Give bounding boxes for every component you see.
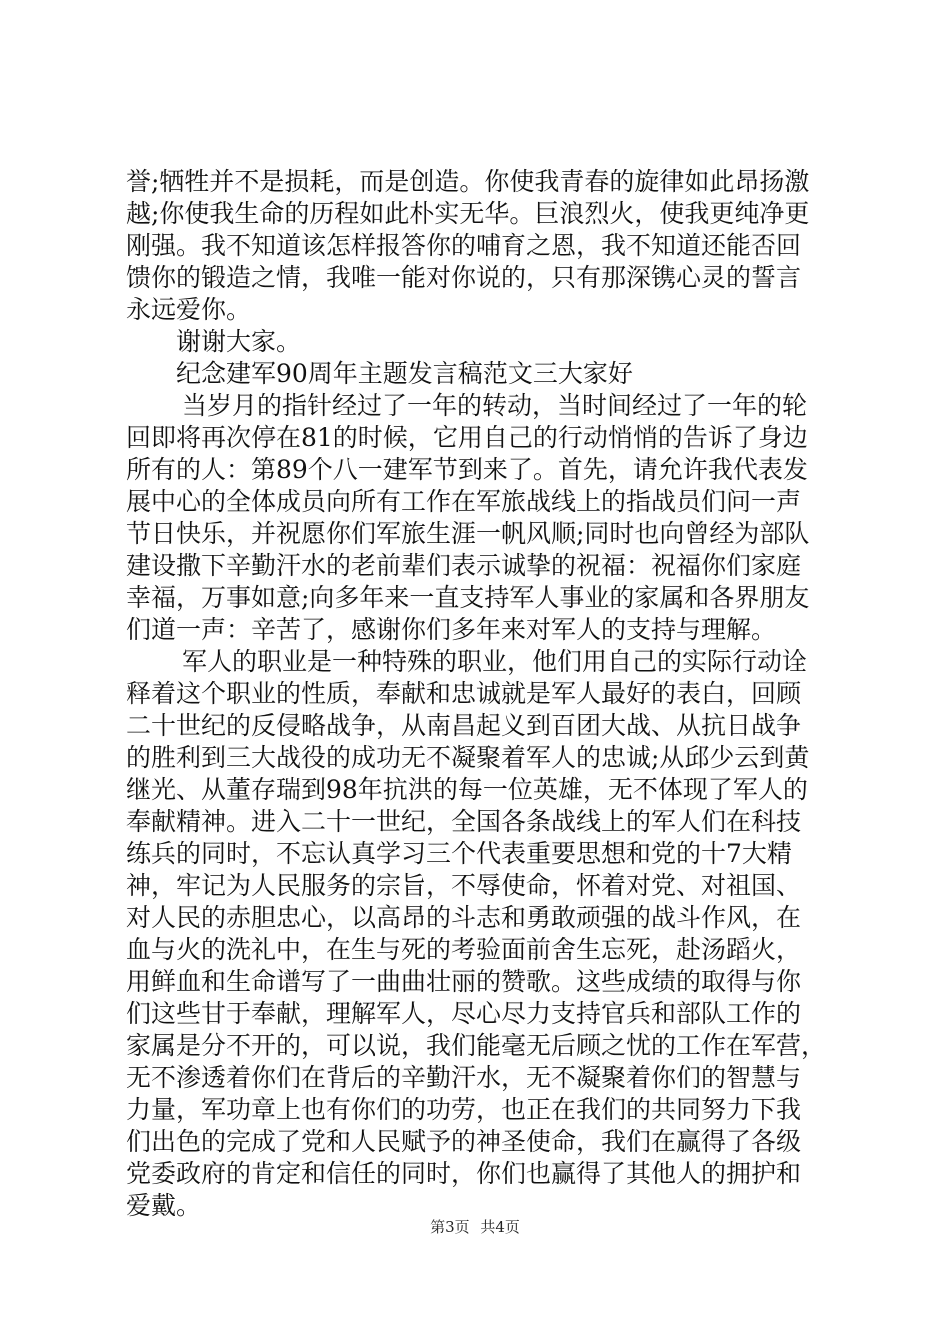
text-line: 们道一声：辛苦了，感谢你们多年来对军人的支持与理解。 [126, 615, 777, 644]
document-body [126, 166, 836, 1222]
page-total: 共4页 [480, 1218, 520, 1236]
text-line: 二十世纪的反侵略战争，从南昌起义到百团大战、从抗日战争 [126, 711, 802, 740]
text-line: 们这些甘于奉献，理解军人，尽心尽力支持官兵和部队工作的 [126, 999, 802, 1028]
text-line: 的胜利到三大战役的成功无不凝聚着军人的忠诚;从邱少云到黄 [126, 743, 810, 772]
page-footer [0, 1217, 950, 1237]
text-line: 越;你使我生命的历程如此朴实无华。巨浪烈火，使我更纯净更 [126, 199, 810, 228]
text-line: 爱戴。 [126, 1191, 202, 1220]
text-line: 党委政府的肯定和信任的同时，你们也赢得了其他人的拥护和 [126, 1159, 802, 1188]
text-line: 所有的人：第89个八一建军节到来了。首先，请允许我代表发 [126, 455, 808, 484]
text-line: 释着这个职业的性质，奉献和忠诚就是军人最好的表白，回顾 [126, 679, 802, 708]
paragraph-start: 军人的职业是一种特殊的职业，他们用自己的实际行动诠 [182, 647, 808, 676]
text-line: 永远爱你。 [126, 295, 252, 324]
section-title: 纪念建军90周年主题发言稿范文三大家好 [176, 359, 633, 388]
text-line: 们出色的完成了党和人民赋予的神圣使命，我们在赢得了各级 [126, 1127, 802, 1156]
text-line: 馈你的锻造之情，我唯一能对你说的，只有那深镌心灵的誓言 [126, 263, 802, 292]
text-line: 家属是分不开的，可以说，我们能毫无后顾之忧的工作在军营， [126, 1031, 827, 1060]
paragraph-start: 当岁月的指针经过了一年的转动，当时间经过了一年的轮 [182, 391, 808, 420]
text-line: 无不渗透着你们在背后的辛勤汗水，无不凝聚着你们的智慧与 [126, 1063, 802, 1092]
text-line: 回即将再次停在81的时候，它用自己的行动悄悄的告诉了身边 [126, 423, 808, 452]
text-line: 继光、从董存瑞到98年抗洪的每一位英雄，无不体现了军人的 [126, 775, 808, 804]
text-line: 建设撒下辛勤汗水的老前辈们表示诚挚的祝福：祝福你们家庭 [126, 551, 802, 580]
page-number: 第3页 [430, 1218, 470, 1236]
text-line: 节日快乐，并祝愿你们军旅生涯一帆风顺;同时也向曾经为部队 [126, 519, 810, 548]
text-line: 练兵的同时，不忘认真学习三个代表重要思想和党的十7大精 [126, 839, 792, 868]
text-line: 用鲜血和生命谱写了一曲曲壮丽的赞歌。这些成绩的取得与你 [126, 967, 802, 996]
text-line: 奉献精神。进入二十一世纪，全国各条战线上的军人们在科技 [126, 807, 802, 836]
text-line: 誉;牺牲并不是损耗，而是创造。你使我青春的旋律如此昂扬激 [126, 167, 810, 196]
text-line: 对人民的赤胆忠心，以高昂的斗志和勇敢顽强的战斗作风，在 [126, 903, 802, 932]
text-line: 力量，军功章上也有你们的功劳，也正在我们的共同努力下我 [126, 1095, 802, 1124]
text-line: 血与火的洗礼中，在生与死的考验面前舍生忘死，赴汤蹈火， [126, 935, 802, 964]
text-line: 谢谢大家。 [176, 327, 302, 356]
text-line: 展中心的全体成员向所有工作在军旅战线上的指战员们问一声 [126, 487, 802, 516]
text-line: 刚强。我不知道该怎样报答你的哺育之恩，我不知道还能否回 [126, 231, 802, 260]
text-line: 神，牢记为人民服务的宗旨，不辱使命，怀着对党、对祖国、 [126, 871, 802, 900]
text-line: 幸福，万事如意;向多年来一直支持军人事业的家属和各界朋友 [126, 583, 810, 612]
